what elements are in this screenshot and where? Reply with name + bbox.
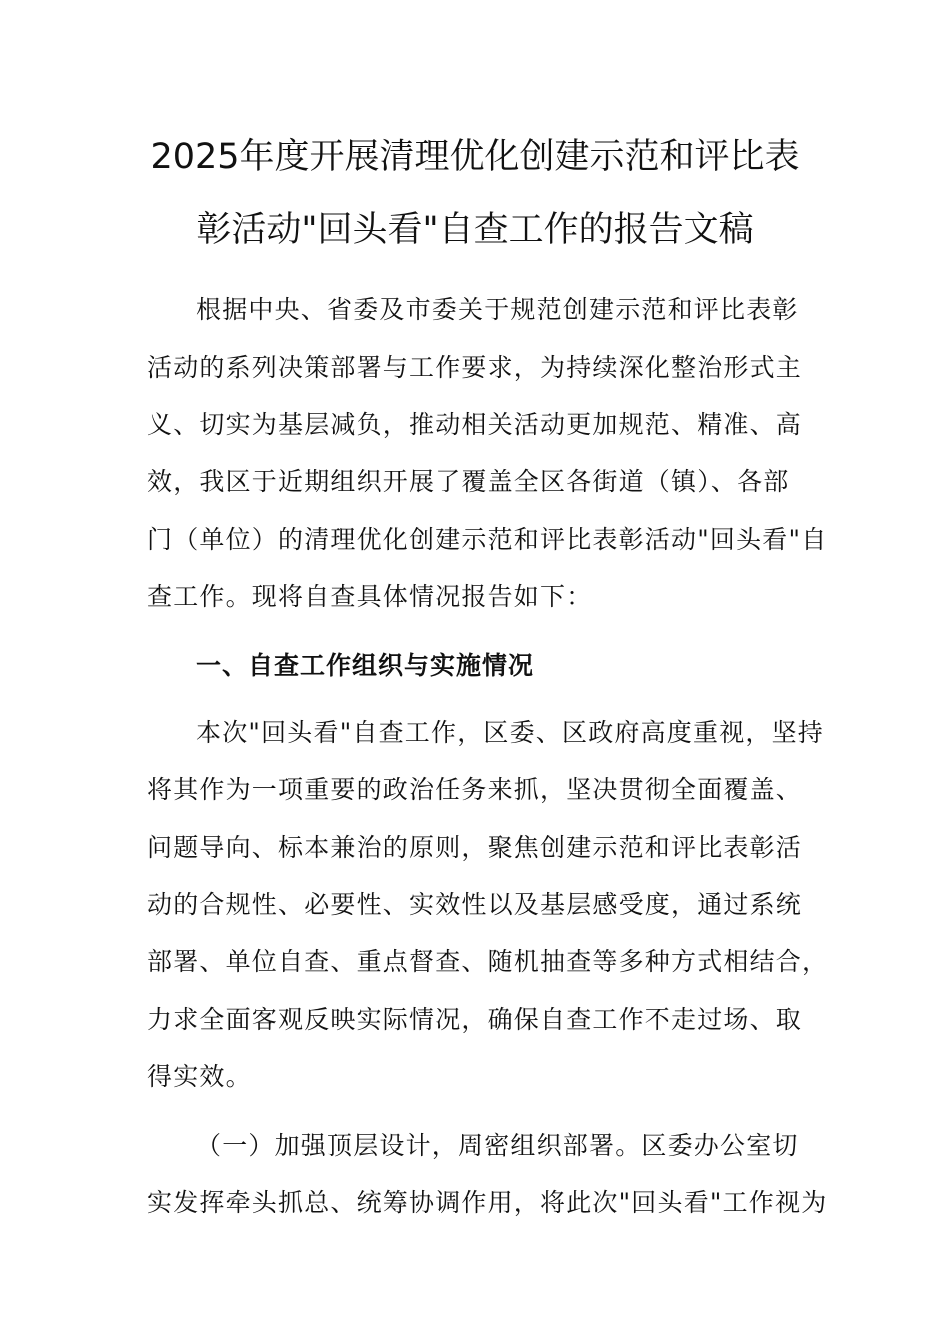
section-paragraph-line: 得实效。 <box>147 1062 252 1091</box>
section-paragraph-line: 部署、单位自查、重点督查、随机抽查等多种方式相结合， <box>147 947 829 976</box>
intro-paragraph-line: 门（单位）的清理优化创建示范和评比表彰活动"回头看"自 <box>147 525 828 554</box>
intro-paragraph-line: 效，我区于近期组织开展了覆盖全区各街道（镇）、各部 <box>147 467 790 496</box>
section-heading: 一、自查工作组织与实施情况 <box>196 651 535 680</box>
section-paragraph-line: 问题导向、标本兼治的原则，聚焦创建示范和评比表彰活 <box>147 833 803 862</box>
section-paragraph-line: 本次"回头看"自查工作，区委、区政府高度重视，坚持 <box>196 718 825 747</box>
document-title-line-2: 彰活动"回头看"自查工作的报告文稿 <box>196 210 754 250</box>
subsection-paragraph-line: 实发挥牵头抓总、统筹协调作用，将此次"回头看"工作视为 <box>147 1188 828 1217</box>
intro-paragraph-line: 活动的系列决策部署与工作要求，为持续深化整治形式主 <box>147 353 803 382</box>
intro-paragraph-line: 义、切实为基层减负，推动相关活动更加规范、精准、高 <box>147 410 803 439</box>
document-title-line-1: 2025年度开展清理优化创建示范和评比表 <box>150 137 800 177</box>
intro-paragraph-line: 根据中央、省委及市委关于规范创建示范和评比表彰 <box>196 295 799 324</box>
section-paragraph-line: 力求全面客观反映实际情况，确保自查工作不走过场、取 <box>147 1005 803 1034</box>
intro-paragraph-line: 查工作。现将自查具体情况报告如下： <box>147 582 593 611</box>
section-paragraph-line: 动的合规性、必要性、实效性以及基层感受度，通过系统 <box>147 890 803 919</box>
section-paragraph-line: 将其作为一项重要的政治任务来抓，坚决贯彻全面覆盖、 <box>147 775 803 804</box>
subsection-paragraph-line: （一）加强顶层设计，周密组织部署。区委办公室切 <box>196 1131 799 1160</box>
